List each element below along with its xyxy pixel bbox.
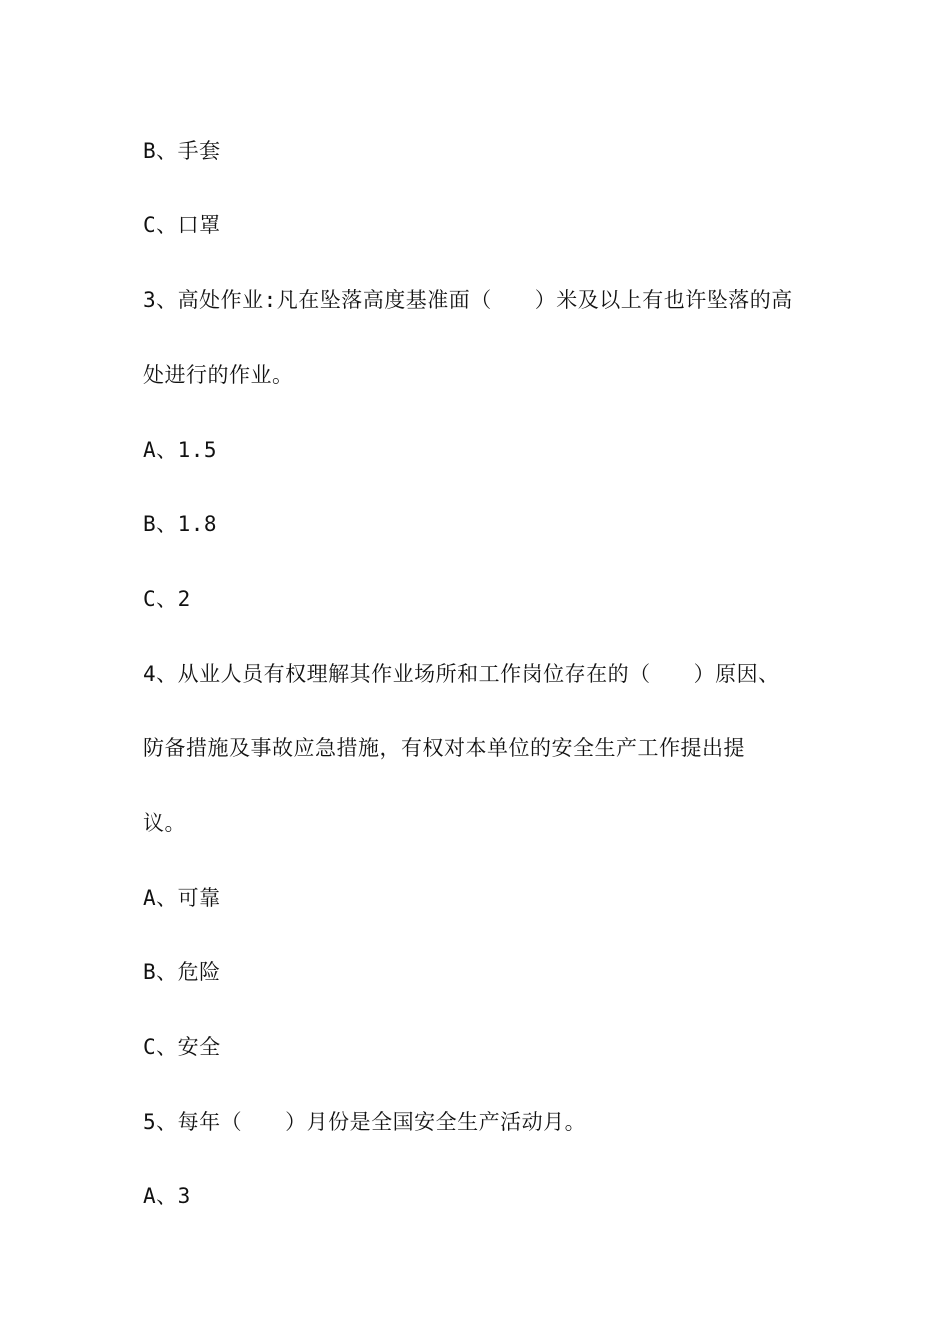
option-3b: B、1.8 (143, 512, 218, 536)
option-4a: A、可靠 (143, 886, 221, 910)
option-5a: A、3 (143, 1184, 191, 1208)
question-4-line-3: 议。 (143, 811, 186, 835)
option-4c: C、安全 (143, 1035, 221, 1059)
question-3-line-1: 3、高处作业:凡在坠落高度基准面（ ）米及以上有也许坠落的高 (143, 288, 793, 312)
option-3a: A、1.5 (143, 438, 218, 462)
question-4-line-2: 防备措施及事故应急措施，有权对本单位的安全生产工作提出提 (143, 736, 745, 760)
question-4-line-1: 4、从业人员有权理解其作业场所和工作岗位存在的（ ）原因、 (143, 662, 780, 686)
question-5: 5、每年（ ）月份是全国安全生产活动月。 (143, 1110, 587, 1134)
option-2b: B、手套 (143, 139, 221, 163)
option-2c: C、口罩 (143, 213, 221, 237)
question-3-line-2: 处进行的作业。 (143, 363, 294, 387)
option-4b: B、危险 (143, 960, 221, 984)
option-3c: C、2 (143, 587, 191, 611)
